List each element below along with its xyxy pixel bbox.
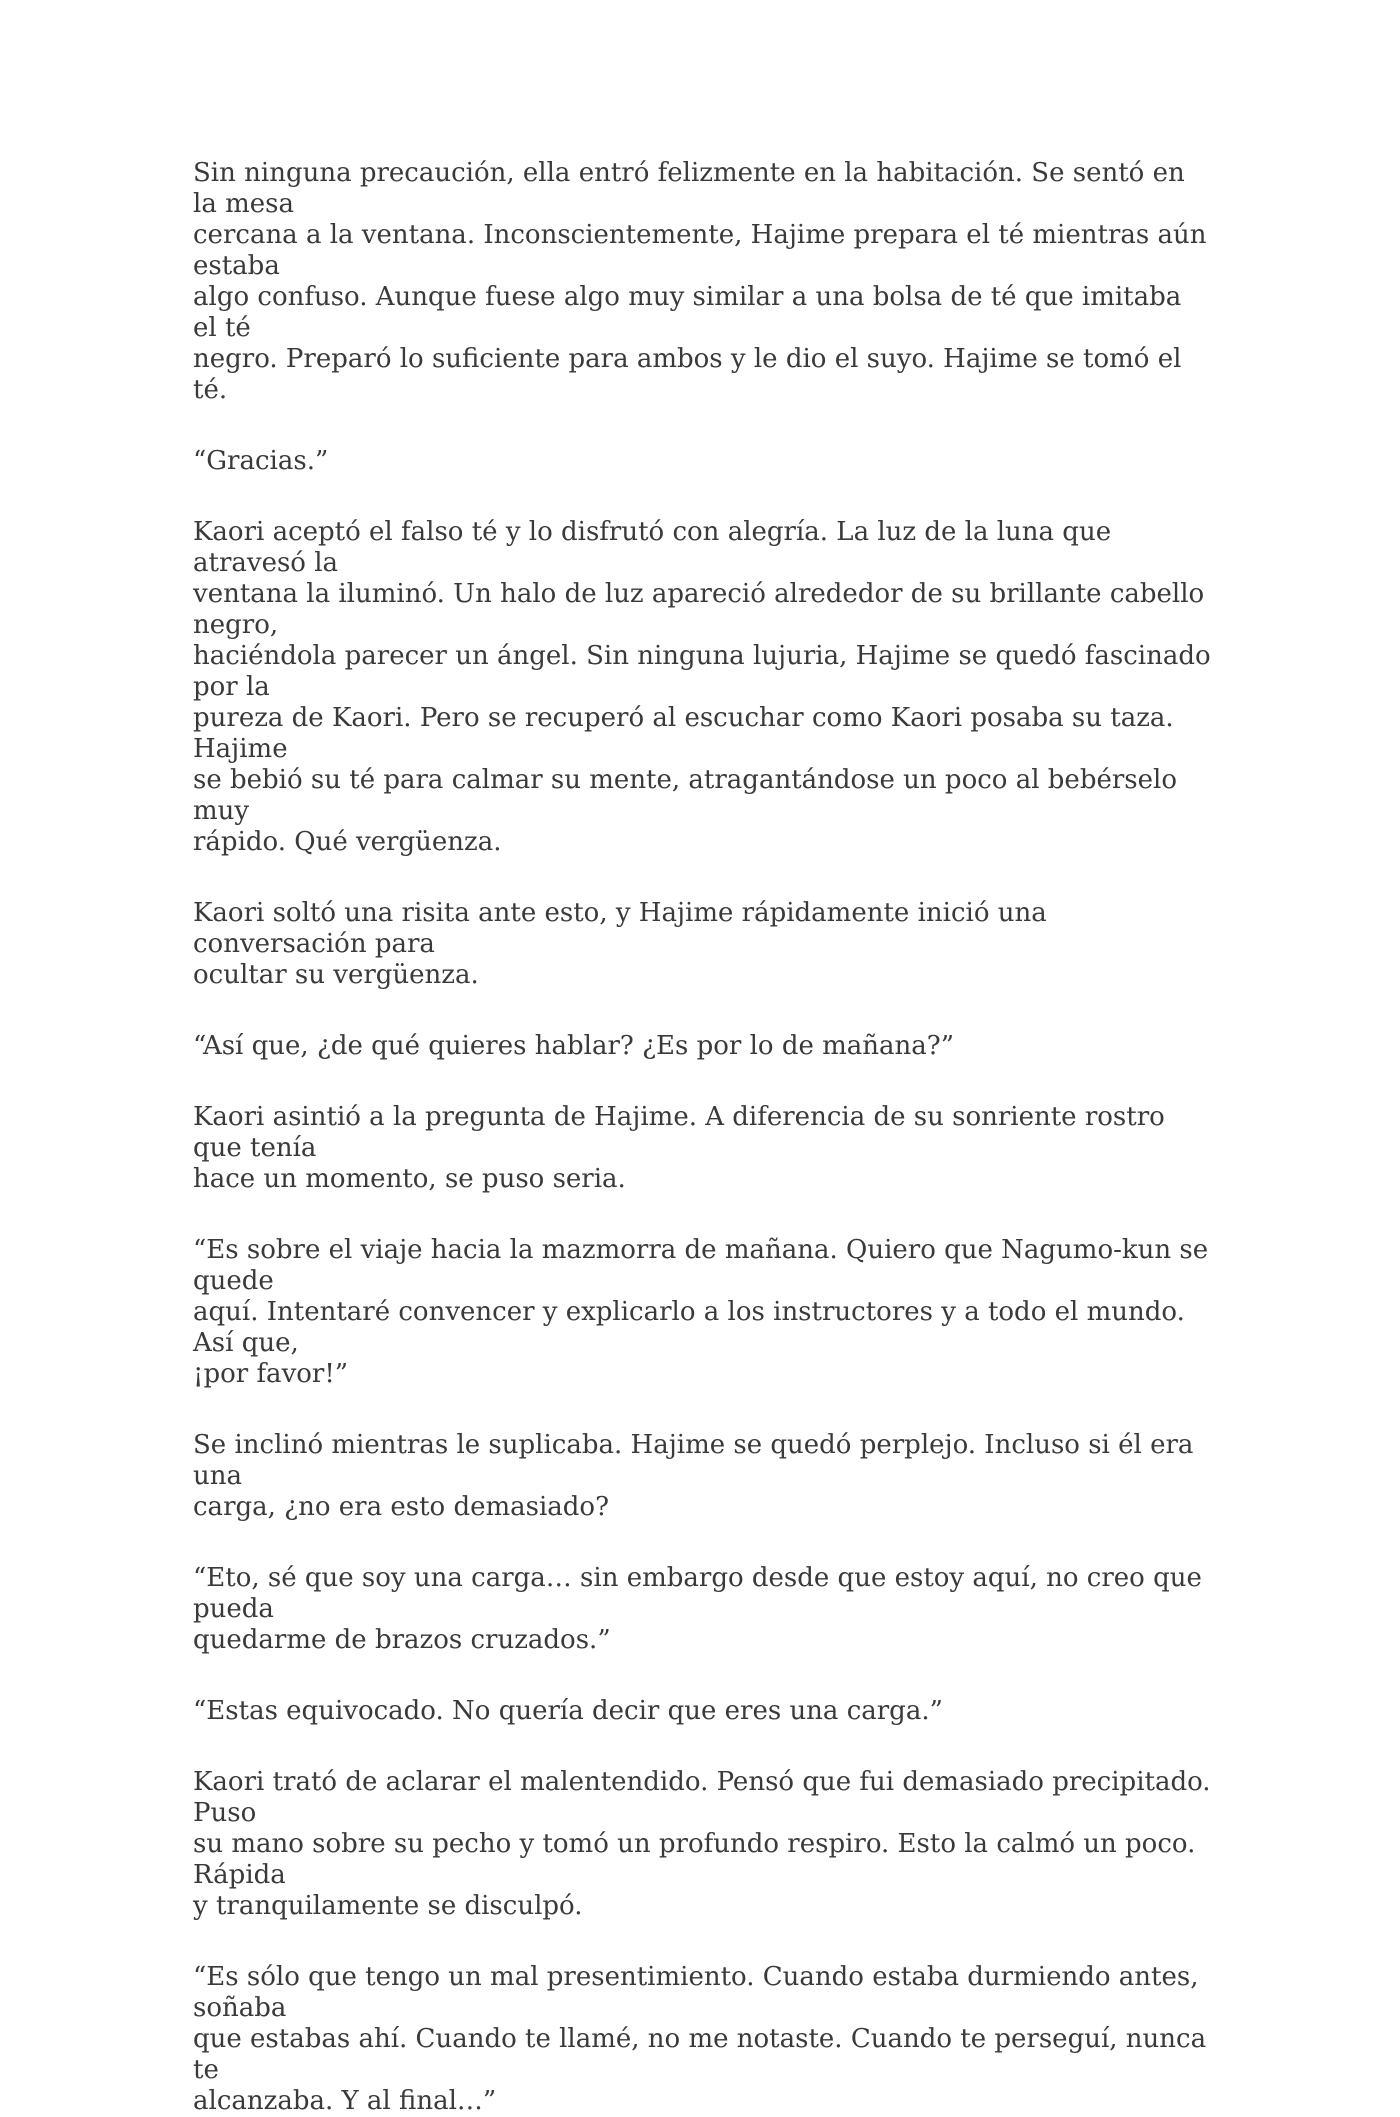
paragraph-4: Kaori soltó una risita ante esto, y Hajime rápidamente inició una conversación para ocultar su vergüenza. [193, 898, 1047, 990]
paragraph-5: “Así que, ¿de qué quieres hablar? ¿Es por lo de mañana?” [193, 1031, 954, 1061]
paragraph-8: Se inclinó mientras le suplicaba. Hajime se quedó perplejo. Incluso si él era una carga, ¿no era esto demasiado? [193, 1430, 1194, 1522]
paragraph-2: “Gracias.” [193, 446, 329, 476]
paragraph-11: Kaori trató de aclarar el malentendido. Pensó que fui demasiado precipitado. Puso su mano sobre su pecho y tomó un profundo respiro. Esto la calmó un poco. Rápida y tranquilamente se disculpó. [193, 1767, 1211, 1921]
paragraph-9: “Eto, sé que soy una carga… sin embargo desde que estoy aquí, no creo que pueda quedarme de brazos cruzados.” [193, 1563, 1202, 1655]
paragraph-7: “Es sobre el viaje hacia la mazmorra de mañana. Quiero que Nagumo-kun se quede aquí. Intentaré convencer y explicarlo a los instructores y a todo el mundo. Así que, ¡por favor!” [193, 1235, 1209, 1389]
paragraph-3: Kaori aceptó el falso té y lo disfrutó con alegría. La luz de la luna que atravesó la ventana la iluminó. Un halo de luz apareció alrededor de su brillante cabello negro, haciéndola parecer un ángel. Sin ninguna lujuria, Hajime se quedó fascinado por la pureza de Kaori. Pero se recuperó al escuchar como Kaori posaba su taza. Hajime se bebió su té para calmar su mente, atragantándose un poco al bebérselo muy rápido. Qué vergüenza. [193, 517, 1211, 857]
document-body [193, 158, 1213, 2117]
paragraph-6: Kaori asintió a la pregunta de Hajime. A diferencia de su sonriente rostro que tenía hace un momento, se puso seria. [193, 1102, 1165, 1194]
paragraph-10: “Estas equivocado. No quería decir que eres una carga.” [193, 1696, 943, 1726]
paragraph-1: Sin ninguna precaución, ella entró felizmente en la habitación. Se sentó en la mesa cercana a la ventana. Inconscientemente, Hajime prepara el té mientras aún estaba algo confuso. Aunque fuese algo muy similar a una bolsa de té que imitaba el té negro. Preparó lo suficiente para ambos y le dio el suyo. Hajime se tomó el té. [193, 158, 1207, 405]
paragraph-12: “Es sólo que tengo un mal presentimiento. Cuando estaba durmiendo antes, soñaba que estabas ahí. Cuando te llamé, no me notaste. Cuando te perseguí, nunca te alcanzaba. Y al final…” [193, 1962, 1207, 2116]
